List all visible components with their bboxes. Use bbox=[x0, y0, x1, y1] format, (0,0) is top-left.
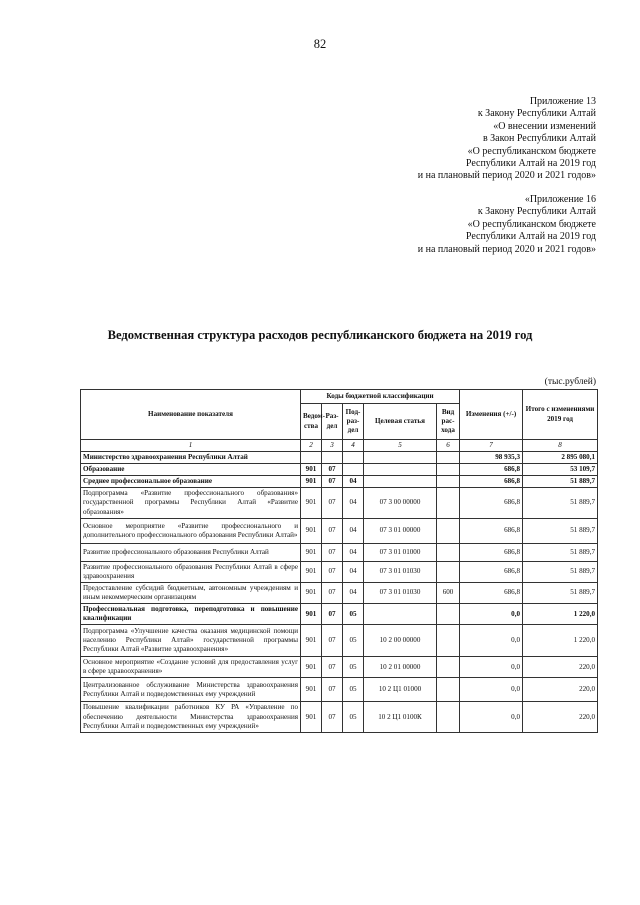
row-expense-type-code bbox=[437, 476, 460, 488]
row-target-code: 10 2 01 00000 bbox=[364, 657, 437, 678]
row-subsection-code: 05 bbox=[343, 604, 364, 625]
row-name: Основное мероприятие «Развитие профессионального и дополнительного профессионального образования Республики Алтай» bbox=[81, 518, 301, 543]
row-section-code: 07 bbox=[322, 582, 343, 603]
row-change-amount: 98 935,3 bbox=[460, 452, 523, 464]
row-subsection-code bbox=[343, 452, 364, 464]
row-total-amount: 51 889,7 bbox=[523, 582, 598, 603]
header-target: Целевая статья bbox=[364, 404, 437, 440]
row-subsection-code: 05 bbox=[343, 702, 364, 732]
header-section: Раз-дел bbox=[322, 404, 343, 440]
header-change: Изменения (+/-) bbox=[460, 390, 523, 440]
row-subsection-code: 05 bbox=[343, 657, 364, 678]
row-ministry-code: 901 bbox=[301, 543, 322, 561]
row-section-code: 07 bbox=[322, 625, 343, 657]
appendix-16-line: «Приложение 16 bbox=[524, 194, 596, 205]
row-target-code: 10 2 Ц1 0100К bbox=[364, 702, 437, 732]
document-title: Ведомственная структура расходов республиканского бюджета на 2019 год bbox=[107, 328, 533, 342]
table-row bbox=[81, 543, 598, 561]
column-number: 7 bbox=[460, 440, 523, 452]
table-row bbox=[81, 518, 598, 543]
column-number: 4 bbox=[343, 440, 364, 452]
column-number: 1 bbox=[81, 440, 301, 452]
appendix-13-line: к Закону Республики Алтай bbox=[477, 108, 596, 120]
row-total-amount: 220,0 bbox=[523, 657, 598, 678]
row-ministry-code: 901 bbox=[301, 702, 322, 732]
row-total-amount: 220,0 bbox=[523, 678, 598, 702]
row-section-code bbox=[322, 452, 343, 464]
row-ministry-code: 901 bbox=[301, 561, 322, 582]
row-name: Подпрограмма «Развитие профессионального образования» государственной программы Республики Алтай «Развитие образования» bbox=[81, 488, 301, 518]
page-number: 82 bbox=[313, 37, 327, 51]
appendix-13-line: «О внесении изменений bbox=[493, 120, 596, 132]
row-target-code: 10 2 Ц1 01000 bbox=[364, 678, 437, 702]
row-section-code: 07 bbox=[322, 657, 343, 678]
row-total-amount: 51 889,7 bbox=[523, 476, 598, 488]
units-label: (тыс.рублей) bbox=[544, 377, 596, 387]
appendix-13-header bbox=[266, 96, 596, 183]
appendix-16-header bbox=[266, 194, 596, 256]
row-change-amount: 0,0 bbox=[460, 657, 523, 678]
row-change-amount: 0,0 bbox=[460, 678, 523, 702]
appendix-13-line: Республики Алтай на 2019 год bbox=[465, 158, 596, 170]
row-change-amount: 0,0 bbox=[460, 702, 523, 732]
row-subsection-code: 04 bbox=[343, 582, 364, 603]
row-subsection-code: 04 bbox=[343, 476, 364, 488]
row-name: Профессиональная подготовка, переподготовка и повышение квалификации bbox=[81, 604, 301, 625]
row-change-amount: 686,8 bbox=[460, 464, 523, 476]
row-target-code: 07 3 01 01000 bbox=[364, 543, 437, 561]
table-row bbox=[81, 582, 598, 603]
row-subsection-code: 05 bbox=[343, 625, 364, 657]
row-total-amount: 51 889,7 bbox=[523, 543, 598, 561]
table-row bbox=[81, 464, 598, 476]
row-total-amount: 2 895 080,1 bbox=[523, 452, 598, 464]
row-expense-type-code bbox=[437, 561, 460, 582]
row-section-code: 07 bbox=[322, 543, 343, 561]
row-name: Среднее профессиональное образование bbox=[81, 476, 301, 488]
row-name: Развитие профессионального образования Республики Алтай в сфере здравоохранения bbox=[81, 561, 301, 582]
table-row bbox=[81, 488, 598, 518]
column-number: 3 bbox=[322, 440, 343, 452]
appendix-16-line: к Закону Республики Алтай bbox=[477, 206, 596, 218]
row-ministry-code: 901 bbox=[301, 518, 322, 543]
row-expense-type-code bbox=[437, 518, 460, 543]
row-name: Подпрограмма «Улучшение качества оказания медицинской помощи населению Республики Алтай» государственной программы Республики Алтай «Развитие здравоохранения» bbox=[81, 625, 301, 657]
row-expense-type-code bbox=[437, 488, 460, 518]
row-section-code: 07 bbox=[322, 678, 343, 702]
row-change-amount: 0,0 bbox=[460, 604, 523, 625]
appendix-13-line: «О республиканском бюджете bbox=[467, 145, 596, 157]
row-change-amount: 686,8 bbox=[460, 476, 523, 488]
row-expense-type-code bbox=[437, 464, 460, 476]
row-name: Министерство здравоохранения Республики Алтай bbox=[81, 452, 301, 464]
row-name: Основное мероприятие «Создание условий для предоставления услуг в сфере здравоохранения» bbox=[81, 657, 301, 678]
table-row bbox=[81, 452, 598, 464]
row-section-code: 07 bbox=[322, 702, 343, 732]
row-change-amount: 0,0 bbox=[460, 625, 523, 657]
table-row bbox=[81, 476, 598, 488]
row-expense-type-code bbox=[437, 543, 460, 561]
row-subsection-code: 04 bbox=[343, 543, 364, 561]
row-section-code: 07 bbox=[322, 476, 343, 488]
row-name: Предоставление субсидий бюджетным, автономным учреждениям и иным некоммерческим организациям bbox=[81, 582, 301, 603]
row-section-code: 07 bbox=[322, 464, 343, 476]
row-name: Повышение квалификации работников КУ РА «Управление по обеспечению деятельности Министерства здравоохранения Республики Алтай и подведомственных ему учреждений» bbox=[81, 702, 301, 732]
table-row bbox=[81, 678, 598, 702]
table-row bbox=[81, 702, 598, 732]
row-section-code: 07 bbox=[322, 561, 343, 582]
row-total-amount: 1 220,0 bbox=[523, 625, 598, 657]
row-change-amount: 686,8 bbox=[460, 561, 523, 582]
row-subsection-code: 04 bbox=[343, 561, 364, 582]
row-total-amount: 51 889,7 bbox=[523, 561, 598, 582]
appendix-13-line: и на плановый период 2020 и 2021 годов» bbox=[417, 170, 596, 182]
row-ministry-code: 901 bbox=[301, 582, 322, 603]
table-row bbox=[81, 604, 598, 625]
header-ministry: Ведом-ства bbox=[301, 404, 322, 440]
column-number: 2 bbox=[301, 440, 322, 452]
column-number: 5 bbox=[364, 440, 437, 452]
row-target-code bbox=[364, 464, 437, 476]
row-change-amount: 686,8 bbox=[460, 582, 523, 603]
row-ministry-code: 901 bbox=[301, 678, 322, 702]
row-expense-type-code bbox=[437, 702, 460, 732]
table-row bbox=[81, 561, 598, 582]
column-number-row bbox=[81, 440, 598, 452]
row-subsection-code: 04 bbox=[343, 488, 364, 518]
row-expense-type-code: 600 bbox=[437, 582, 460, 603]
table-row bbox=[81, 625, 598, 657]
row-ministry-code: 901 bbox=[301, 625, 322, 657]
row-total-amount: 220,0 bbox=[523, 702, 598, 732]
appendix-13-line: Приложение 13 bbox=[529, 96, 596, 107]
appendix-16-line: «О республиканском бюджете bbox=[467, 218, 596, 230]
row-expense-type-code bbox=[437, 678, 460, 702]
row-target-code bbox=[364, 452, 437, 464]
budget-table bbox=[80, 389, 598, 733]
appendix-13-line: в Закон Республики Алтай bbox=[482, 133, 596, 145]
row-ministry-code bbox=[301, 452, 322, 464]
row-change-amount: 686,8 bbox=[460, 543, 523, 561]
row-target-code: 07 3 01 01030 bbox=[364, 582, 437, 603]
header-subsection: Под-раз-дел bbox=[343, 404, 364, 440]
row-change-amount: 686,8 bbox=[460, 488, 523, 518]
row-subsection-code: 05 bbox=[343, 678, 364, 702]
row-expense-type-code bbox=[437, 625, 460, 657]
appendix-16-line: и на плановый период 2020 и 2021 годов» bbox=[417, 243, 596, 255]
row-total-amount: 1 220,0 bbox=[523, 604, 598, 625]
row-expense-type-code bbox=[437, 452, 460, 464]
row-target-code bbox=[364, 476, 437, 488]
row-ministry-code: 901 bbox=[301, 657, 322, 678]
row-expense-type-code bbox=[437, 657, 460, 678]
row-target-code bbox=[364, 604, 437, 625]
row-section-code: 07 bbox=[322, 604, 343, 625]
row-total-amount: 51 889,7 bbox=[523, 488, 598, 518]
row-target-code: 10 2 00 00000 bbox=[364, 625, 437, 657]
row-ministry-code: 901 bbox=[301, 464, 322, 476]
header-total: Итого с изменениями 2019 год bbox=[523, 390, 598, 440]
header-codes: Коды бюджетной классификации bbox=[301, 390, 460, 404]
column-number: 8 bbox=[523, 440, 598, 452]
row-change-amount: 686,8 bbox=[460, 518, 523, 543]
row-target-code: 07 3 01 01030 bbox=[364, 561, 437, 582]
row-section-code: 07 bbox=[322, 518, 343, 543]
row-subsection-code: 04 bbox=[343, 518, 364, 543]
table-row bbox=[81, 657, 598, 678]
row-subsection-code bbox=[343, 464, 364, 476]
row-name: Образование bbox=[81, 464, 301, 476]
header-expense-type: Вид рас-хода bbox=[437, 404, 460, 440]
row-target-code: 07 3 01 00000 bbox=[364, 518, 437, 543]
row-ministry-code: 901 bbox=[301, 476, 322, 488]
row-ministry-code: 901 bbox=[301, 604, 322, 625]
row-ministry-code: 901 bbox=[301, 488, 322, 518]
row-name: Централизованное обслуживание Министерства здравоохранения Республики Алтай и подведомственных ему учреждений bbox=[81, 678, 301, 702]
row-total-amount: 53 109,7 bbox=[523, 464, 598, 476]
row-target-code: 07 3 00 00000 bbox=[364, 488, 437, 518]
row-total-amount: 51 889,7 bbox=[523, 518, 598, 543]
column-number: 6 bbox=[437, 440, 460, 452]
row-expense-type-code bbox=[437, 604, 460, 625]
row-section-code: 07 bbox=[322, 488, 343, 518]
row-name: Развитие профессионального образования Республики Алтай bbox=[81, 543, 301, 561]
header-name: Наименование показателя bbox=[81, 390, 301, 440]
appendix-16-line: Республики Алтай на 2019 год bbox=[465, 231, 596, 243]
